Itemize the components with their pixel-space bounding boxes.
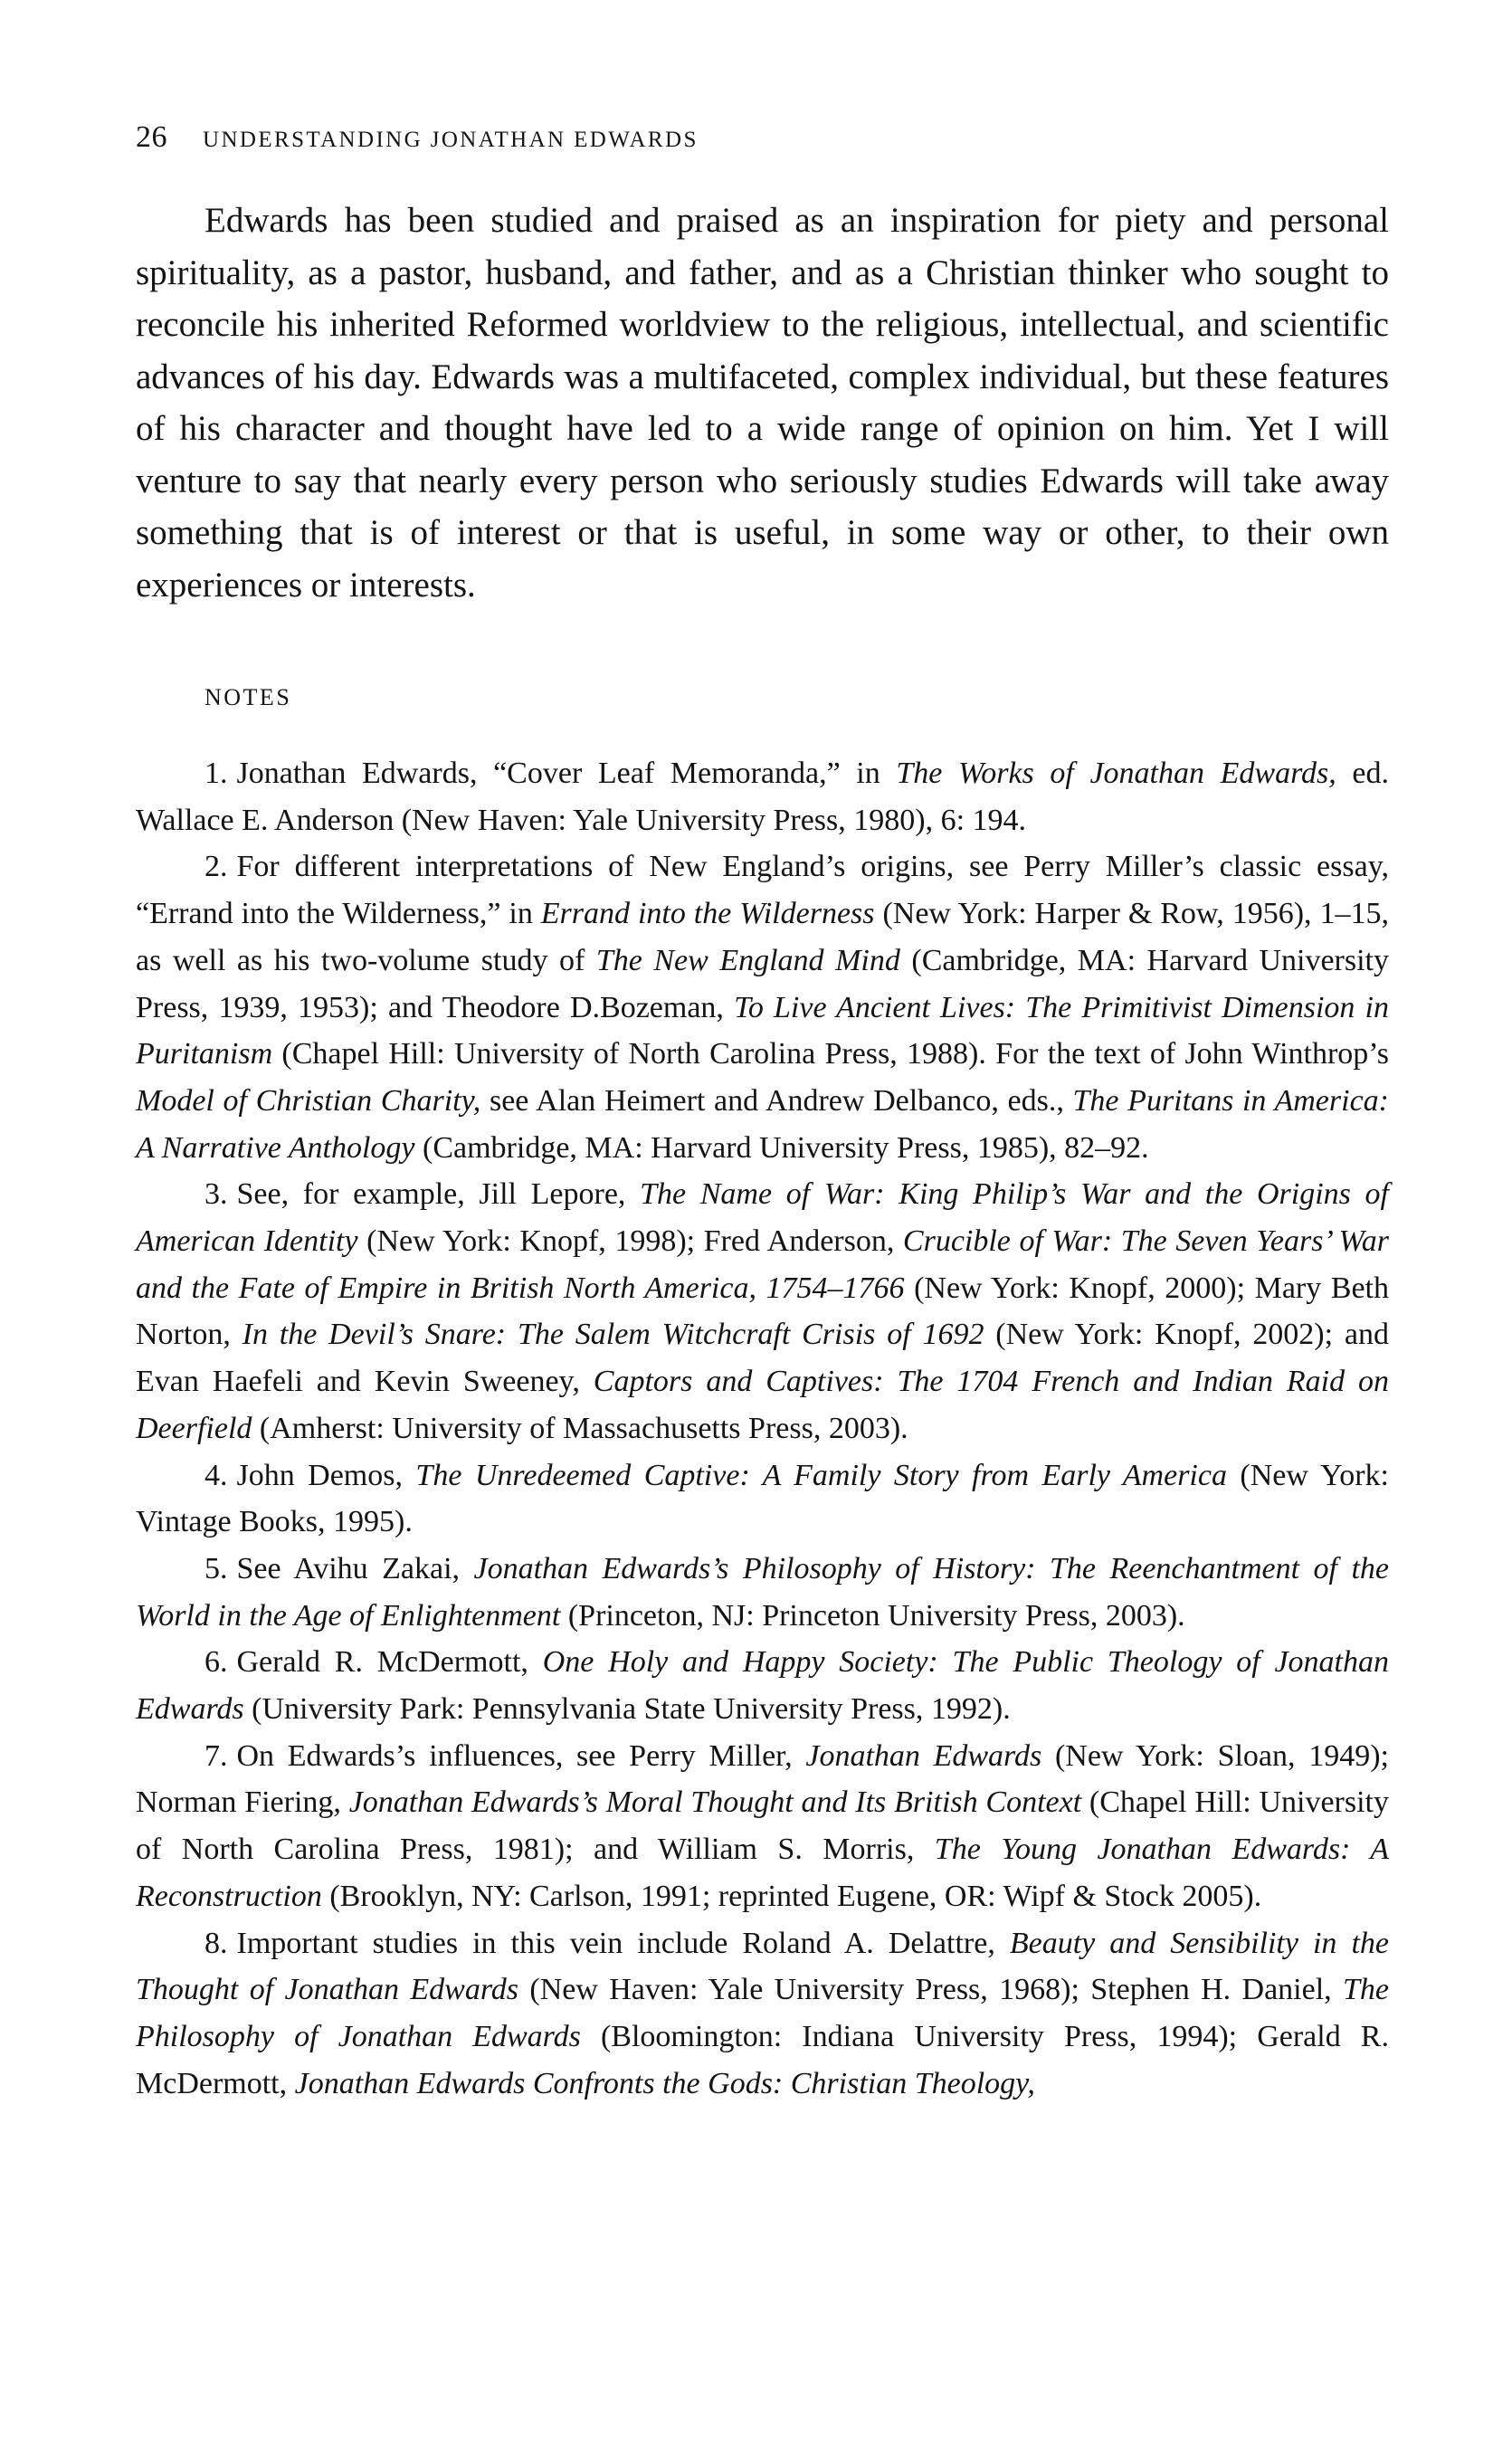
page-number: 26 bbox=[136, 120, 167, 154]
footnote-number: 3. bbox=[204, 1177, 228, 1212]
footnote-text: (Cambridge, MA: Harvard University Press, 1985), 82–92. bbox=[414, 1130, 1149, 1165]
footnote-text: John Demos, bbox=[236, 1458, 416, 1492]
footnote-title: Errand into the Wilderness bbox=[540, 897, 875, 931]
footnote-title: The Philosophy of Jonathan Edwards bbox=[136, 1973, 1389, 2053]
footnote-number: 2. bbox=[204, 850, 228, 884]
body-paragraph: Edwards has been studied and praised as an inspiration for piety and personal spirituality, as a pastor, husband, and father, and as a Christian thinker who sought to reconcile his inherited Reformed worldview to the religious, intellectual, and scientific advances of his day. Edwards was a multifaceted, complex individual, but these features of his character and thought have led to a wide range of opinion on him. Yet I will venture to say that nearly every person who seriously studies Edwards will take away something that is of interest or that is useful, in some way or other, to their own experiences or interests. bbox=[136, 201, 1389, 605]
footnote-text: (Amherst: University of Massachusetts Press, 2003). bbox=[252, 1411, 908, 1445]
running-title: UNDERSTANDING JONATHAN EDWARDS bbox=[203, 128, 699, 152]
footnote-title: One Holy and Happy Society: The Public Theology of Jonathan Edwards bbox=[136, 1645, 1390, 1727]
footnote-title: Crucible of War: The Seven Years’ War and the Fate of Empire in British North America, 1754–1766 bbox=[136, 1224, 1389, 1305]
footnote bbox=[136, 1920, 1389, 2108]
footnote-title: To Live Ancient Lives: The Primitivist Dimension in Puritanism bbox=[136, 990, 1389, 1071]
footnote-text: ed. Wallace E. Anderson (New Haven: Yale University Press, 1980), 6: 194. bbox=[136, 757, 1390, 837]
footnote bbox=[136, 1171, 1389, 1452]
footnote bbox=[136, 1452, 1389, 1546]
footnote-number: 5. bbox=[204, 1551, 228, 1585]
footnote-text: (Cambridge, MA: Harvard University Press, 1939, 1953); and Theodore D.Bozeman, bbox=[136, 943, 1390, 1024]
footnote-text: On Edwards’s influences, see Perry Miller, bbox=[236, 1738, 806, 1773]
footnote-number: 1. bbox=[204, 757, 228, 790]
book-page bbox=[136, 119, 1389, 2107]
footnote-number: 4. bbox=[204, 1458, 228, 1492]
footnote-number: 7. bbox=[204, 1738, 228, 1773]
footnote-text: see Alan Heimert and Andrew Delbanco, eds., bbox=[480, 1083, 1073, 1118]
footnote-title: Model of Christian Charity, bbox=[136, 1083, 481, 1118]
footnote-text: (New York: Knopf, 2000); Mary Beth Norton, bbox=[136, 1271, 1389, 1352]
footnote-text: (Chapel Hill: University of North Carolina Press, 1981); and William S. Morris, bbox=[136, 1785, 1389, 1867]
footnote-text: See Avihu Zakai, bbox=[236, 1551, 474, 1585]
footnote-title: The Name of War: King Philip’s War and the Origins of American Identity bbox=[136, 1177, 1389, 1259]
notes-list bbox=[136, 750, 1389, 2107]
footnote-title: Jonathan Edwards’s Philosophy of History: The Reenchantment of the World in the Age of Enlightenment bbox=[136, 1551, 1389, 1633]
running-head bbox=[136, 119, 1389, 158]
footnote-title: Captors and Captives: The 1704 French and Indian Raid on Deerfield bbox=[136, 1365, 1390, 1445]
footnote-text: (Princeton, NJ: Princeton University Press, 2003). bbox=[560, 1598, 1185, 1633]
footnote-text: (Chapel Hill: University of North Carolina Press, 1988). For the text of John Winthrop’s bbox=[272, 1037, 1389, 1071]
footnote bbox=[136, 1639, 1389, 1732]
footnote-text: For different interpretations of New England’s origins, see Perry Miller’s classic essay, “Errand into the Wilderness,” in bbox=[136, 850, 1389, 931]
footnote-text: (New York: Harper & Row, 1956), 1–15, as well as his two-volume study of bbox=[136, 897, 1389, 977]
footnote-number: 8. bbox=[204, 1926, 228, 1960]
footnote bbox=[136, 750, 1389, 843]
footnote-text: (Bloomington: Indiana University Press, 1994); Gerald R. McDermott, bbox=[136, 2019, 1389, 2100]
footnote-title: The Works of Jonathan Edwards, bbox=[896, 757, 1336, 790]
footnote-text: (Brooklyn, NY: Carlson, 1991; reprinted Eugene, OR: Wipf & Stock 2005). bbox=[321, 1879, 1262, 1913]
notes-heading: NOTES bbox=[204, 684, 292, 710]
footnote-title: The Young Jonathan Edwards: A Reconstruction bbox=[136, 1833, 1390, 1913]
footnote-text: (New York: Sloan, 1949); Norman Fiering, bbox=[136, 1738, 1389, 1820]
footnote-text: (New York: Knopf, 2002); and Evan Haefeli and Kevin Sweeney, bbox=[136, 1318, 1389, 1399]
footnote-text: (New Haven: Yale University Press, 1968); Stephen H. Daniel, bbox=[518, 1973, 1343, 2007]
footnote-title: The Puritans in America: A Narrative Anthology bbox=[136, 1083, 1389, 1165]
footnote-title: Jonathan Edwards Confronts the Gods: Christian Theology, bbox=[294, 2066, 1035, 2100]
footnote-title: Jonathan Edwards’s Moral Thought and Its British Context bbox=[348, 1785, 1082, 1820]
footnote bbox=[136, 1546, 1389, 1639]
footnote bbox=[136, 843, 1389, 1171]
footnote-text: See, for example, Jill Lepore, bbox=[236, 1177, 641, 1212]
footnote-title: Beauty and Sensibility in the Thought of Jonathan Edwards bbox=[136, 1926, 1389, 2007]
footnote-text: Important studies in this vein include Roland A. Delattre, bbox=[236, 1926, 1010, 1960]
footnote-title: The Unredeemed Captive: A Family Story from Early America bbox=[415, 1458, 1227, 1492]
footnote-text: (New York: Vintage Books, 1995). bbox=[136, 1458, 1390, 1539]
footnote-number: 6. bbox=[204, 1645, 228, 1680]
footnote-text: (University Park: Pennsylvania State University Press, 1992). bbox=[243, 1692, 1011, 1727]
footnote-text: Gerald R. McDermott, bbox=[236, 1645, 543, 1680]
footnote-text: (New York: Knopf, 1998); Fred Anderson, bbox=[357, 1224, 903, 1259]
footnote-title: The New England Mind bbox=[595, 943, 900, 977]
footnote-text: Jonathan Edwards, “Cover Leaf Memoranda,” in bbox=[236, 757, 897, 790]
footnote-title: Jonathan Edwards bbox=[805, 1738, 1042, 1773]
footnote bbox=[136, 1733, 1389, 1920]
footnote-title: In the Devil’s Snare: The Salem Witchcraft Crisis of 1692 bbox=[242, 1318, 984, 1352]
